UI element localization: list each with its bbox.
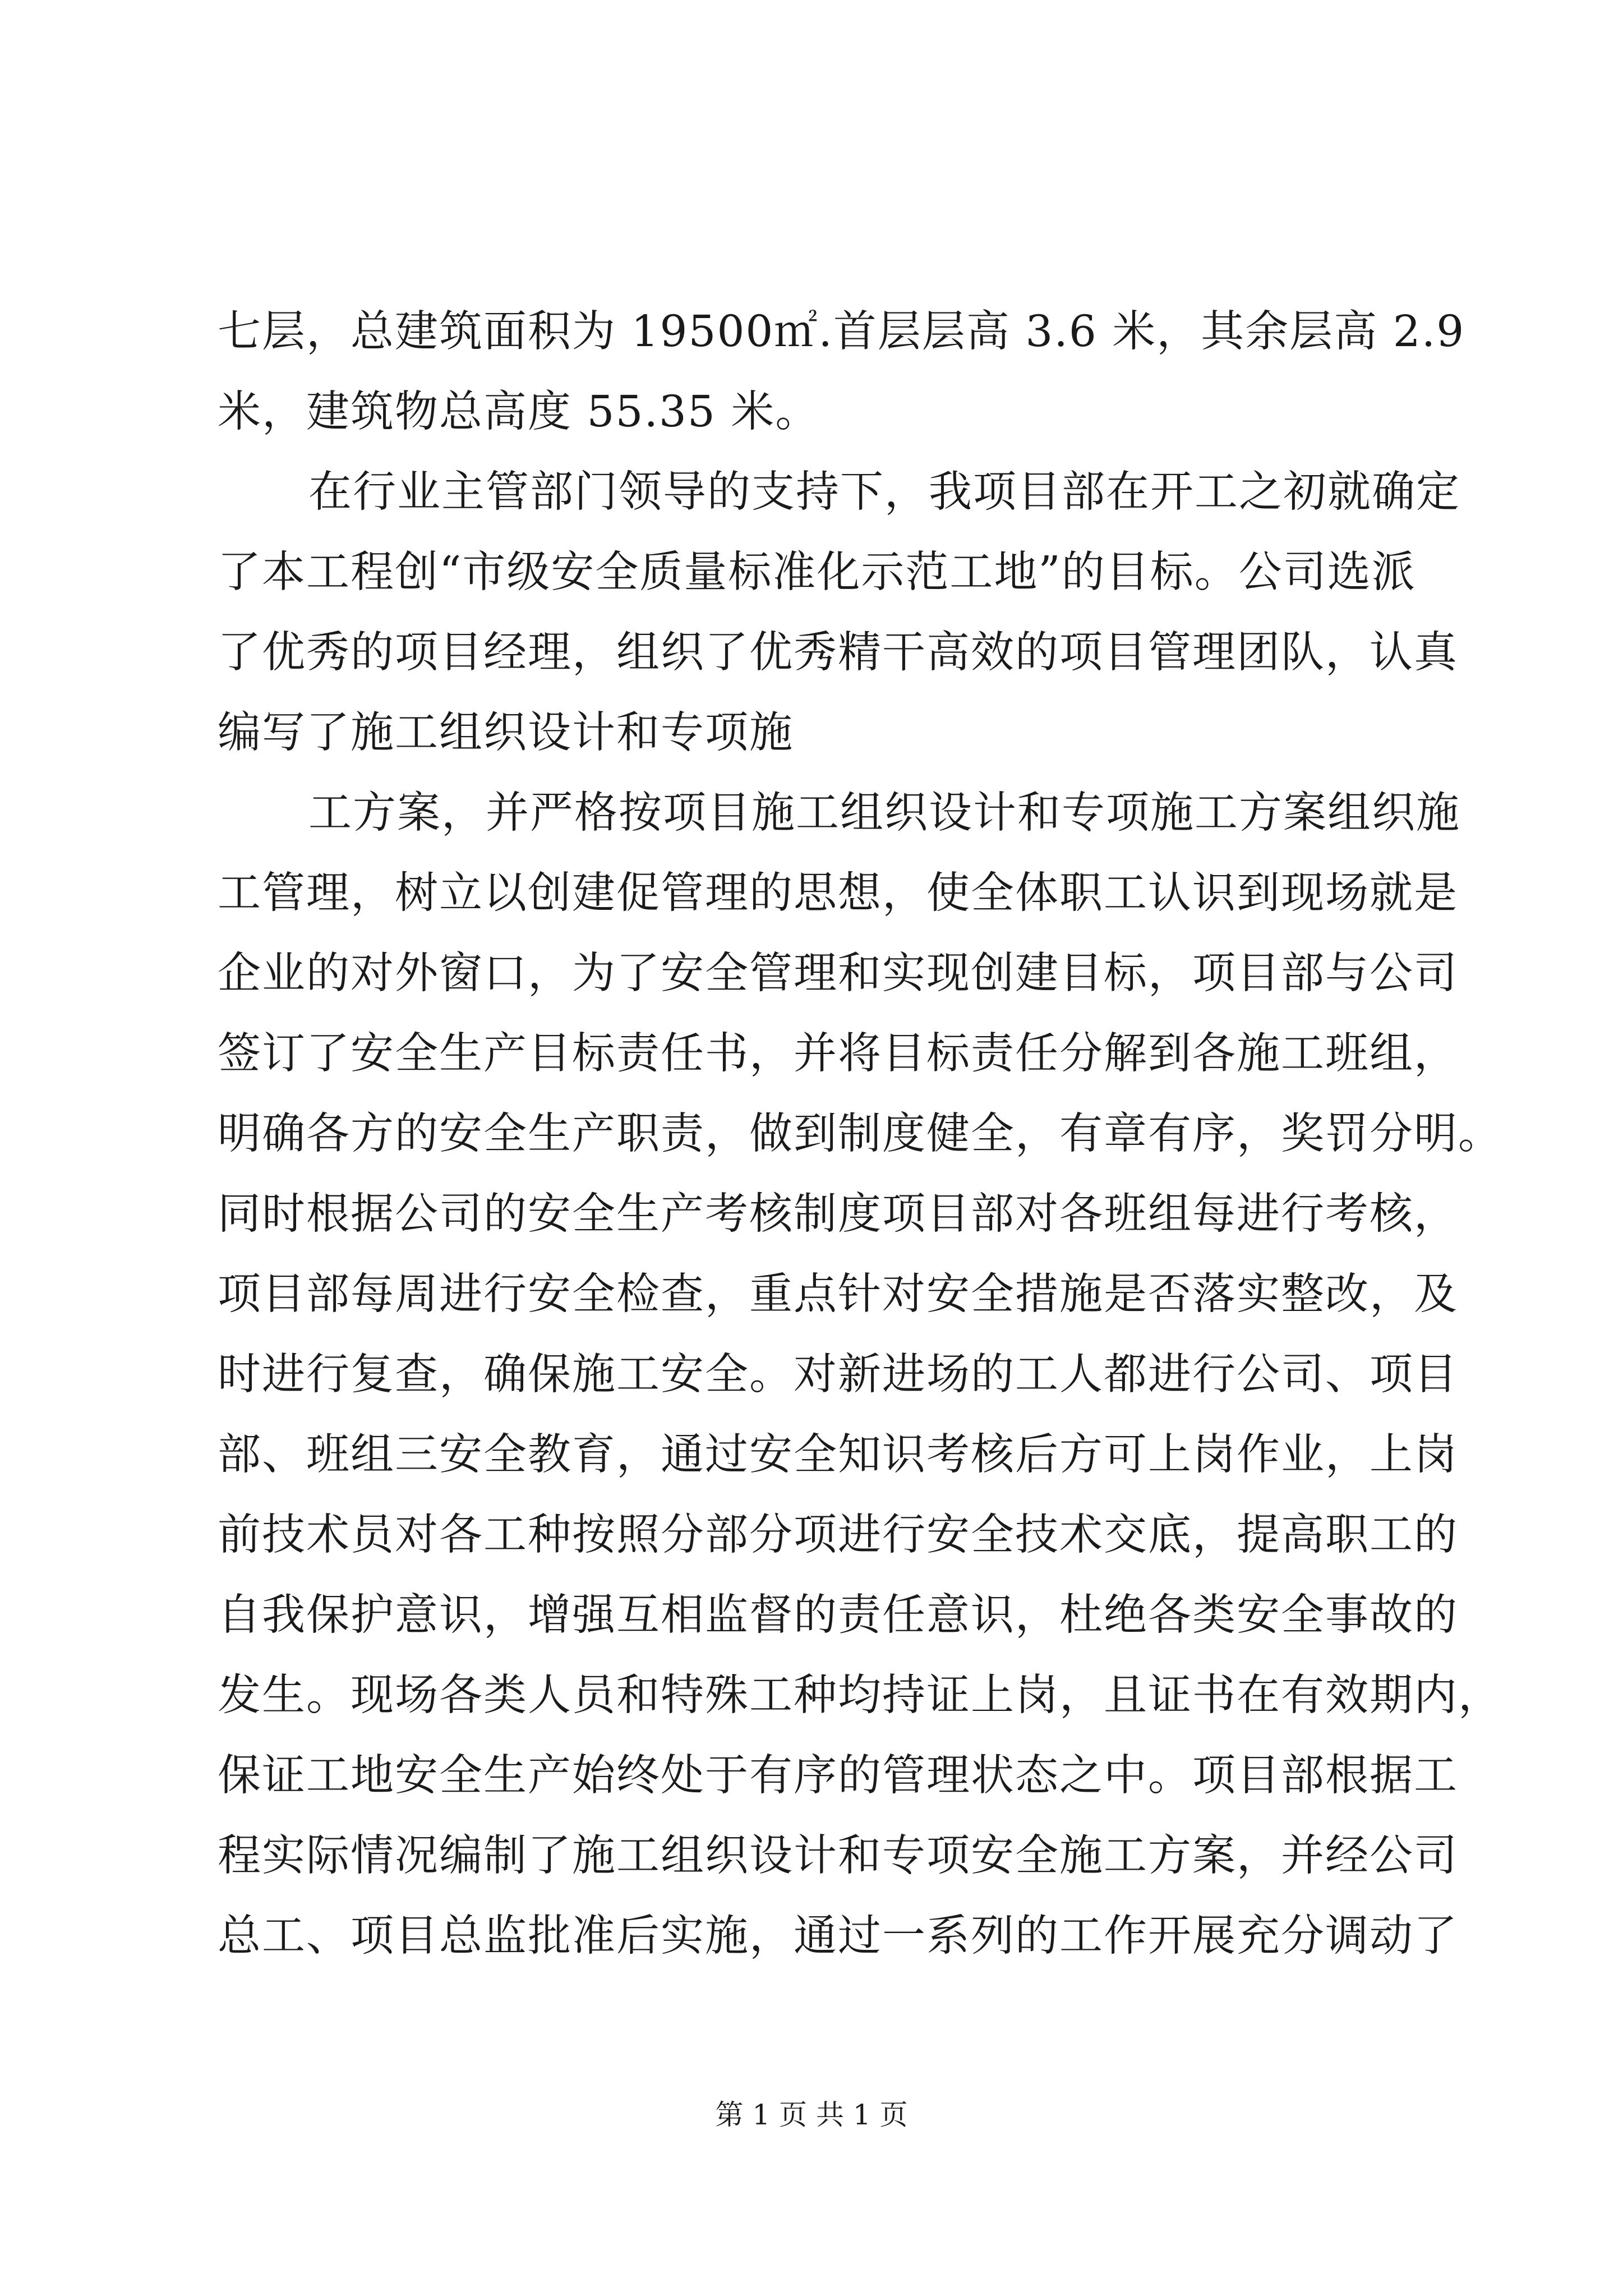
text-line: 程实际情况编制了施工组织设计和专项安全施工方案，并经公司 (218, 1831, 1458, 1881)
text-line: 部、班组三安全教育，通过安全知识考核后方可上岗作业，上岗 (218, 1430, 1458, 1480)
text-line: 明确各方的安全生产职责，做到制度健全，有章有序，奖罚分明。 (218, 1109, 1502, 1159)
text-line: 工管理，树立以创建促管理的思想，使全体职工认识到现场就是 (218, 868, 1458, 918)
text-line: 时进行复查，确保施工安全。对新进场的工人都进行公司、项目 (218, 1350, 1458, 1400)
paragraph (218, 292, 1465, 452)
text-line: 项目部每周进行安全检查，重点针对安全措施是否落实整改，及 (218, 1269, 1458, 1319)
text-line: 在行业主管部门领导的支持下，我项目部在开工之初就确定 (308, 467, 1460, 517)
page-number-footer: 第 1 页 共 1 页 (715, 2099, 908, 2131)
paragraph (218, 452, 1460, 773)
text-line: 签订了安全生产目标责任书，并将目标责任分解到各施工班组， (218, 1029, 1458, 1079)
text-line: 米，建筑物总高度 55.35 米。 (218, 387, 820, 437)
text-line: 了本工程创“市级安全质量标准化示范工地”的目标。公司选派 (218, 547, 1416, 597)
text-line: 七层，总建筑面积为 19500㎡.首层层高 3.6 米，其余层高 2.9 (218, 307, 1465, 357)
text-line: 发生。现场各类人员和特殊工种均持证上岗，且证书在有效期内， (218, 1671, 1502, 1720)
text-line: 企业的对外窗口，为了安全管理和实现创建目标，项目部与公司 (218, 949, 1458, 999)
text-line: 编写了施工组织设计和专项施 (218, 708, 794, 758)
text-line: 保证工地安全生产始终处于有序的管理状态之中。项目部根据工 (218, 1751, 1458, 1801)
document-body (218, 292, 1502, 1976)
text-line: 了优秀的项目经理，组织了优秀精干高效的项目管理团队，认真 (218, 628, 1458, 678)
text-line: 总工、项目总监批准后实施，通过一系列的工作开展充分调动了 (218, 1911, 1458, 1961)
text-line: 工方案，并严格按项目施工组织设计和专项施工方案组织施 (308, 788, 1460, 838)
paragraph (218, 773, 1502, 1976)
text-line: 同时根据公司的安全生产考核制度项目部对各班组每进行考核， (218, 1189, 1458, 1239)
text-line: 前技术员对各工种按照分部分项进行安全技术交底，提高职工的 (218, 1510, 1458, 1560)
text-line: 自我保护意识，增强互相监督的责任意识，杜绝各类安全事故的 (218, 1590, 1458, 1640)
